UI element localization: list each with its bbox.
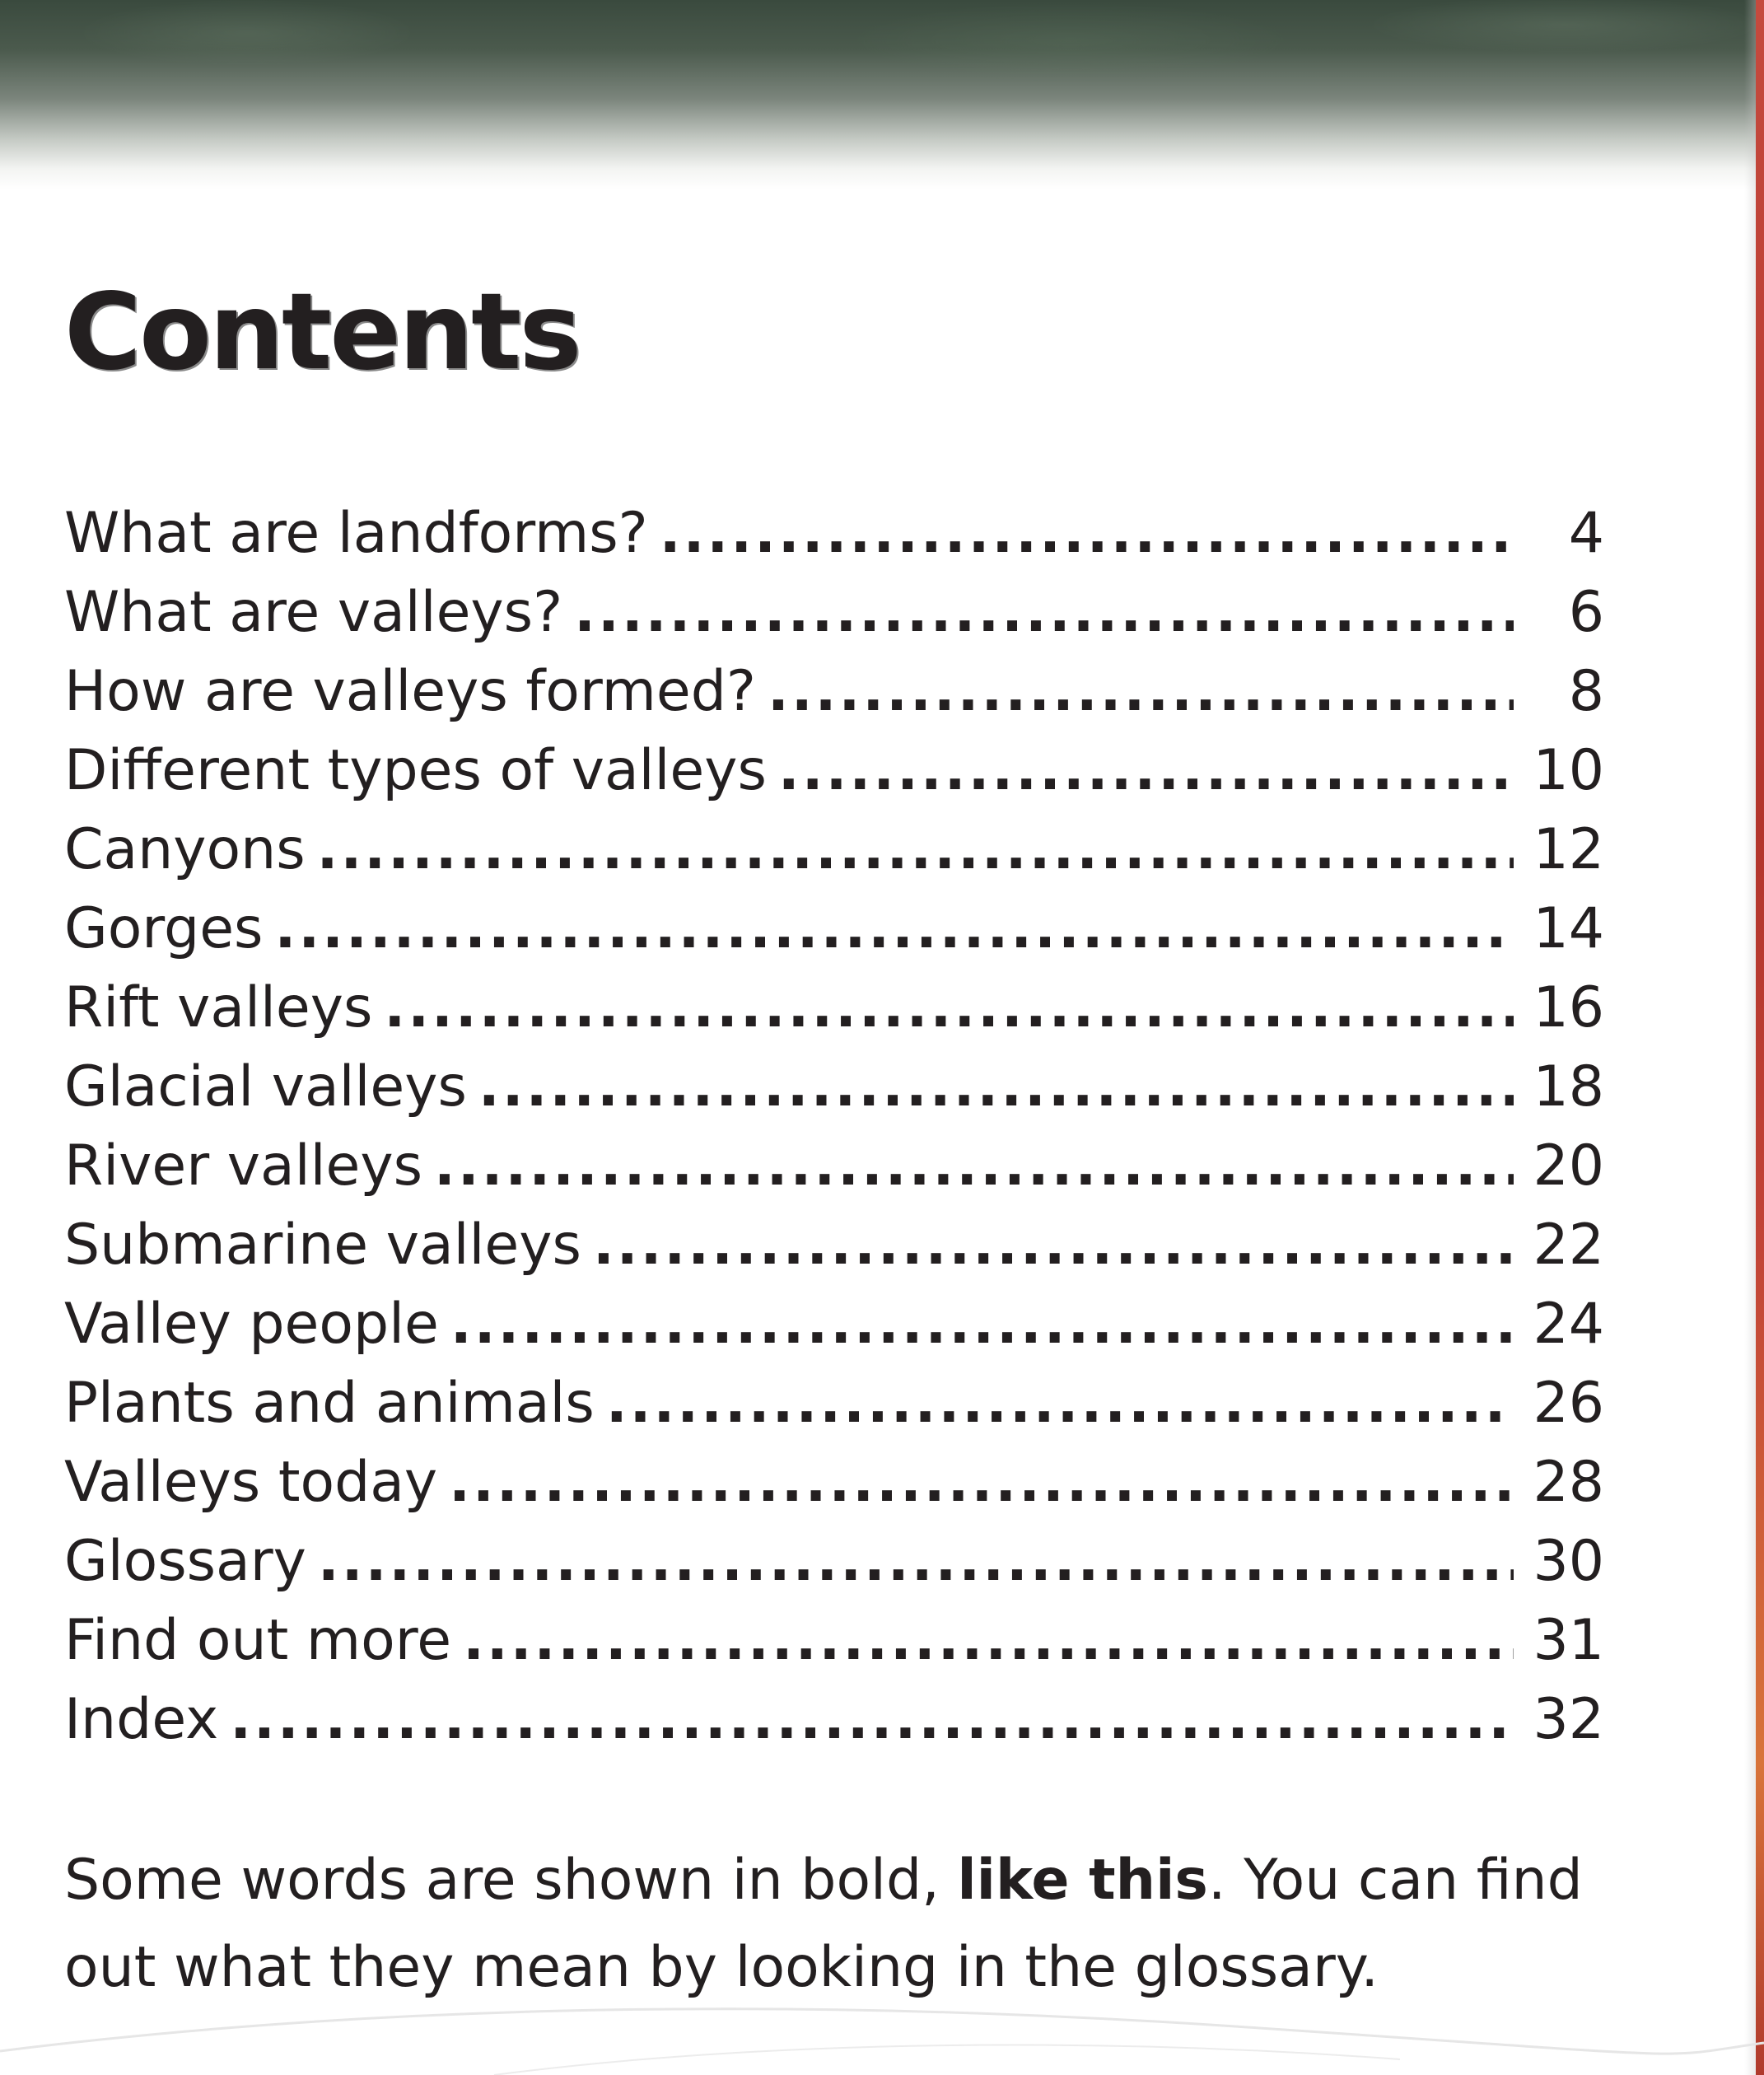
page-edge-shadow xyxy=(1744,0,1756,2075)
decorative-swoosh xyxy=(0,1961,1764,2075)
toc-dot-leader xyxy=(449,1443,1514,1522)
toc-entry-label: Gorges xyxy=(64,896,264,961)
toc-dot-leader xyxy=(660,494,1514,573)
toc-entry-label: What are landforms? xyxy=(64,501,648,566)
toc-dot-leader xyxy=(463,1601,1514,1680)
toc-dot-leader xyxy=(574,573,1514,652)
toc-entry-label: Find out more xyxy=(64,1608,452,1673)
toc-entry xyxy=(64,573,1604,652)
toc-entry xyxy=(64,1601,1604,1680)
toc-entry xyxy=(64,1285,1604,1364)
toc-entry xyxy=(64,1680,1604,1760)
note-bold-example: like this xyxy=(957,1848,1208,1913)
note-text-start: Some words are shown in bold, xyxy=(64,1848,958,1913)
toc-entry-page-number: 4 xyxy=(1568,501,1604,566)
toc-entry-label: How are valleys formed? xyxy=(64,659,757,724)
toc-dot-leader xyxy=(450,1285,1514,1364)
toc-entry-label: What are valleys? xyxy=(64,580,563,645)
toc-entry-page-number: 30 xyxy=(1533,1529,1604,1594)
toc-dot-leader xyxy=(434,1127,1514,1206)
toc-entry xyxy=(64,731,1604,811)
toc-entry xyxy=(64,1206,1604,1285)
toc-dot-leader xyxy=(317,811,1514,890)
toc-entry-label: Valleys today xyxy=(64,1450,438,1515)
toc-entry-label: Plants and animals xyxy=(64,1371,595,1436)
toc-entry xyxy=(64,811,1604,890)
toc-entry-page-number: 8 xyxy=(1568,659,1604,724)
toc-dot-leader xyxy=(384,969,1514,1048)
toc-dot-leader xyxy=(478,1048,1514,1127)
toc-entry xyxy=(64,1127,1604,1206)
toc-entry-page-number: 31 xyxy=(1533,1608,1604,1673)
header-photo-band xyxy=(0,0,1764,189)
toc-dot-leader xyxy=(593,1206,1514,1285)
toc-entry-page-number: 20 xyxy=(1533,1133,1604,1199)
book-cover-edge xyxy=(1756,0,1764,2075)
toc-entry-label: Canyons xyxy=(64,817,306,882)
toc-entry xyxy=(64,652,1604,731)
toc-entry-label: Glacial valleys xyxy=(64,1054,467,1119)
note-text-end: . You can find out what they mean by looking in the glossary. xyxy=(64,1848,1583,2000)
toc-dot-leader xyxy=(778,731,1514,811)
toc-dot-leader xyxy=(275,890,1514,969)
header-texture xyxy=(0,0,1764,189)
toc-entry-label: River valleys xyxy=(64,1133,422,1199)
toc-entry-label: Valley people xyxy=(64,1292,439,1357)
toc-entry xyxy=(64,1522,1604,1601)
toc-entry xyxy=(64,1443,1604,1522)
toc-entry xyxy=(64,969,1604,1048)
toc-entry-label: Index xyxy=(64,1687,219,1752)
toc-entry-page-number: 16 xyxy=(1533,975,1604,1040)
toc-entry-page-number: 24 xyxy=(1533,1292,1604,1357)
toc-entry xyxy=(64,494,1604,573)
toc-entry-page-number: 12 xyxy=(1533,817,1604,882)
toc-dot-leader xyxy=(606,1364,1514,1443)
toc-entry xyxy=(64,890,1604,969)
toc-entry-label: Submarine valleys xyxy=(64,1213,581,1278)
page-title: Contents xyxy=(64,271,580,394)
toc-entry-label: Rift valleys xyxy=(64,975,373,1040)
toc-entry xyxy=(64,1048,1604,1127)
toc-entry-page-number: 32 xyxy=(1533,1687,1604,1752)
toc-dot-leader xyxy=(318,1522,1514,1601)
toc-dot-leader xyxy=(768,652,1514,731)
toc-dot-leader xyxy=(230,1680,1514,1760)
toc-entry xyxy=(64,1364,1604,1443)
toc-entry-label: Glossary xyxy=(64,1529,306,1594)
toc-entry-page-number: 10 xyxy=(1533,738,1604,803)
toc-entry-label: Different types of valleys xyxy=(64,738,767,803)
toc-entry-page-number: 28 xyxy=(1533,1450,1604,1515)
toc-entry-page-number: 18 xyxy=(1533,1054,1604,1119)
toc-entry-page-number: 14 xyxy=(1533,896,1604,961)
toc-entry-page-number: 6 xyxy=(1568,580,1604,645)
toc-entry-page-number: 26 xyxy=(1533,1371,1604,1436)
toc-entry-page-number: 22 xyxy=(1533,1213,1604,1278)
table-of-contents xyxy=(64,494,1604,1760)
